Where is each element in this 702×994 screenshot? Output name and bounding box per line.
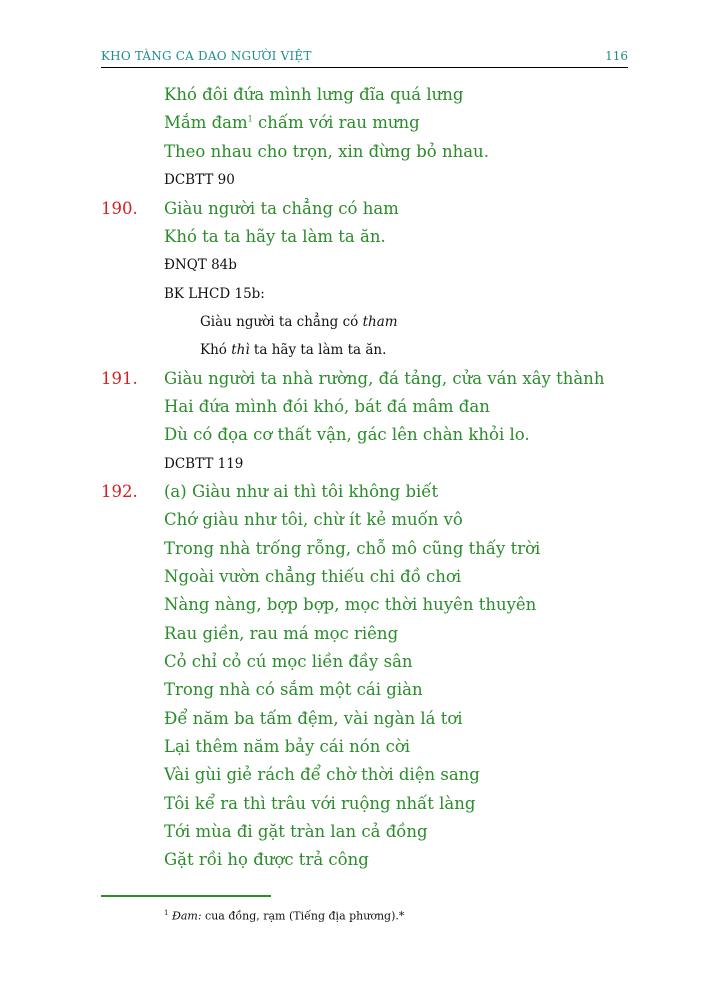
entry-number: 192. xyxy=(101,482,138,501)
verse-line: Chớ giàu như tôi, chừ ít kẻ muốn vô xyxy=(164,510,463,529)
verse-line: Lại thêm năm bảy cái nón cời xyxy=(164,737,411,756)
header-title: KHO TÀNG CA DAO NGƯỜI VIỆT xyxy=(101,49,312,63)
verse-line: Gặt rồi họ được trả công xyxy=(164,850,369,869)
verse-line xyxy=(164,113,420,132)
entry-number: 191. xyxy=(101,369,138,388)
verse-line: Khó đôi đứa mình lưng đĩa quá lưng xyxy=(164,85,464,104)
variant-italic: thì xyxy=(231,342,250,358)
verse-line: Tôi kể ra thì trâu với ruộng nhất làng xyxy=(164,794,476,813)
verse-line: Trong nhà trống rỗng, chỗ mô cũng thấy trời xyxy=(164,539,541,558)
verse-line: Vài gùi giẻ rách để chờ thời diện sang xyxy=(164,765,480,784)
page-number: 116 xyxy=(605,49,628,63)
variant-line xyxy=(200,314,398,330)
verse-line: Giàu người ta chẳng có ham xyxy=(164,199,399,218)
verse-line: Ngoài vườn chẳng thiếu chi đồ chơi xyxy=(164,567,462,586)
variant-line xyxy=(200,342,386,358)
footnote-marker[interactable]: 1 xyxy=(247,114,253,124)
footnote-term: Đam: xyxy=(171,909,202,923)
verse-line: (a) Giàu như ai thì tôi không biết xyxy=(164,482,439,501)
variant-italic: tham xyxy=(362,314,398,330)
verse-text: Mắm đam xyxy=(164,113,248,132)
verse-line: Trong nhà có sắm một cái giàn xyxy=(164,680,423,699)
source-reference: DCBTT 90 xyxy=(164,172,235,188)
verse-line: Rau giền, rau má mọc riêng xyxy=(164,624,399,643)
verse-line: Dù có đọa cơ thất vận, gác lên chàn khỏi lo. xyxy=(164,425,530,444)
variant-text: Khó xyxy=(200,342,232,358)
entry-number: 190. xyxy=(101,199,138,218)
source-reference: BK LHCD 15b: xyxy=(164,286,265,302)
verse-line: Cỏ chỉ cỏ cú mọc liền đầy sân xyxy=(164,652,413,671)
source-reference: DCBTT 119 xyxy=(164,456,244,472)
footnote-number: 1 xyxy=(164,909,169,917)
footnote-text: cua đồng, rạm (Tiếng địa phương).* xyxy=(201,909,405,923)
verse-line: Tới mùa đi gặt tràn lan cả đồng xyxy=(164,822,428,841)
verse-line: Giàu người ta nhà rường, đá tảng, cửa ván xây thành xyxy=(164,369,605,388)
footnote-divider xyxy=(101,895,271,897)
verse-line: Theo nhau cho trọn, xin đừng bỏ nhau. xyxy=(164,142,489,161)
verse-line: Khó ta ta hãy ta làm ta ăn. xyxy=(164,227,386,246)
verse-line: Hai đứa mình đói khó, bát đá mâm đan xyxy=(164,397,490,416)
verse-text: chấm với rau mưng xyxy=(252,113,420,132)
verse-line: Nàng nàng, bợp bợp, mọc thời huyên thuyên xyxy=(164,595,537,614)
verse-line: Để năm ba tấm đệm, vài ngàn lá tơi xyxy=(164,709,463,728)
page-header xyxy=(101,49,628,68)
footnote xyxy=(164,909,404,923)
variant-text: ta hãy ta làm ta ăn. xyxy=(249,342,387,358)
source-reference: ĐNQT 84b xyxy=(164,257,237,273)
variant-text: Giàu người ta chẳng có xyxy=(200,314,363,330)
